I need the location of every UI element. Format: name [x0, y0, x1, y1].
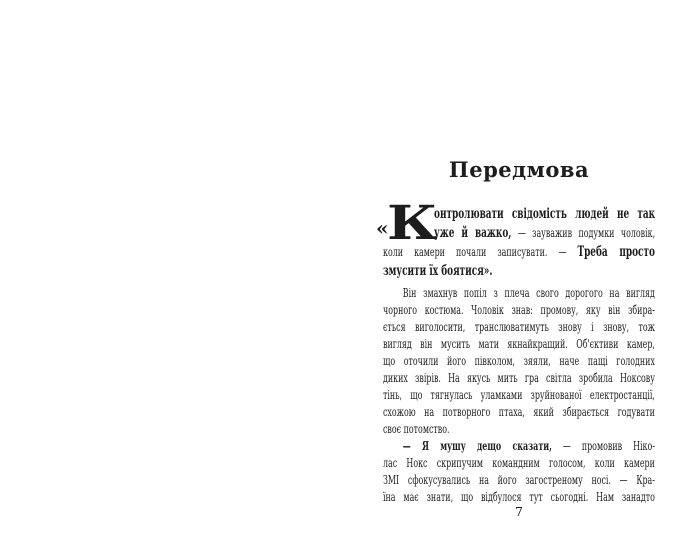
paragraph [383, 285, 655, 438]
text-run: Він змахнув попіл з плеча свого дорогого на вигляд [402, 286, 655, 300]
text-line [383, 285, 655, 302]
text-run: ється виголосити, транслюватимуть знову і знову, тож [383, 320, 655, 334]
text-line [383, 472, 655, 489]
text-run: коли камери почали записувати. — [383, 245, 578, 259]
text-line [383, 421, 655, 438]
text-line [434, 224, 655, 243]
text-line [383, 404, 655, 421]
paragraph [383, 438, 655, 506]
text-run: чорного костюма. Чоловік знав: промову, яку він збира- [383, 303, 655, 317]
text-line [383, 336, 655, 353]
text-line [383, 370, 655, 387]
text-run: вигляд він мусить мати якнайкращий. Об'єктиви камер, [383, 337, 655, 351]
text-run: своє потомство. [383, 422, 450, 436]
text-run: — Я мушу дещо сказати, [402, 439, 552, 453]
text-run: диких звірів. На якусь мить гра світла зробила Ноксову [383, 371, 655, 385]
text-run: їна має знати, що відбулося тут сьогодні. Нам занадто [383, 490, 655, 504]
open-quote-mark: « [376, 216, 389, 240]
text-line [383, 387, 655, 404]
text-line [383, 489, 655, 506]
paragraphs [376, 196, 656, 506]
text-run: онтролювати свідомість людей не так [434, 206, 656, 222]
page-number: 7 [515, 504, 523, 519]
text-run: — промовив Ніко- [551, 439, 655, 453]
text-line [434, 205, 655, 224]
text-run: схожою на потворного птаха, який збирається годувати [383, 405, 655, 419]
text-line [383, 319, 655, 336]
text-run: змусити їх боятися». [383, 263, 493, 279]
text-line [383, 262, 655, 281]
text-run: лас Нокс скрипучим командним голосом, коли камери [383, 456, 655, 470]
text-line [383, 302, 655, 319]
page-content [376, 157, 656, 519]
text-run: Треба просто [577, 244, 655, 260]
chapter-title: Передмова [448, 157, 590, 182]
text-run: тінь, що тягнулась уламками зруйнованої електростанції, [383, 388, 655, 402]
text-run: ЗМІ сфокусувались на його загостреному носі. — Кра- [383, 473, 655, 487]
text-line [383, 455, 655, 472]
text-run: що оточили його півколом, зяяли, наче пащі голодних [383, 354, 655, 368]
text-run: — зауважив подумки чоловік, [511, 226, 656, 240]
text-line [383, 353, 655, 370]
drop-cap-letter: К [387, 196, 438, 251]
text-run: уже й важко, [434, 225, 512, 241]
paragraph [376, 196, 656, 281]
text-line [383, 438, 655, 455]
